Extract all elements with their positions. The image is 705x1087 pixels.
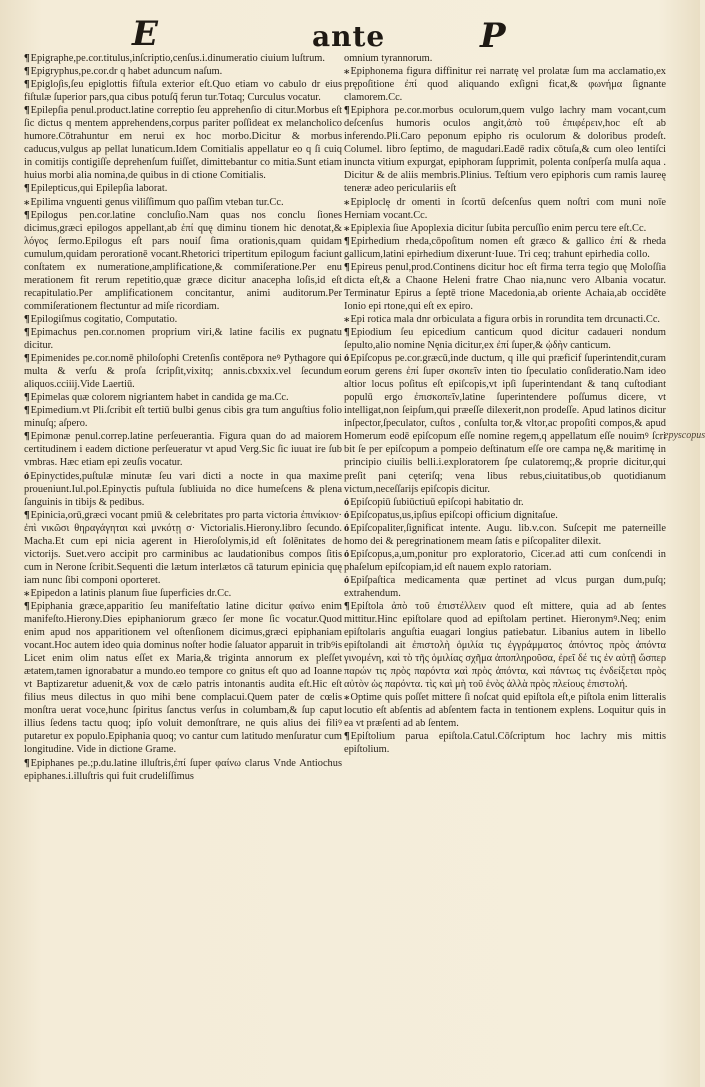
entry-marker: ỏ (24, 470, 30, 482)
dictionary-entry (24, 509, 342, 587)
entry-marker: ⁎ (344, 692, 350, 704)
dictionary-entry (344, 104, 666, 195)
entry-marker: ¶ (24, 209, 30, 221)
entry-marker: ¶ (344, 731, 350, 743)
dictionary-entry (24, 182, 342, 195)
entry-marker: ¶ (344, 235, 350, 247)
entry-marker: ⁎ (24, 587, 30, 599)
entry-text: Epi rotica mala dnr orbiculata a figura orbis in rorundita tem drcunacti.Cc. (350, 313, 661, 325)
entry-text: Epiſcopaliter,ſignificat intente. Augu. lib.v.con. Suſcepit me paterneille homo dei & peregrinationem meam ſatis e piſcopaliter dilexit. (344, 522, 666, 547)
entry-text: Epiſcopiū ſubiūctiuū epiſcopi habitatio dr. (350, 496, 524, 508)
entry-text: Epigraphe,pe.cor.titulus,inſcriptio,cenſus.i.dinumeratio ciuium luſtrum. (30, 53, 325, 64)
entry-text: Epinicia,orū,græci vocant pmiū & celebritates pro parta victoria ἐπινίκιον· ἐπὶ νικῶσι θηραγάγηται καὶ μνκότῃ σ· Victorialis.Hierony.libro ſecundo. Macha.Et cum epi nicia agerent in Hieroſolymis,id eſt ſolēnitates de victorijs. Suet.vero accipit pro carminibus ac laudationibus compos ſitis cum in Nerone ſcribit.Sequenti die lætum interlætos cā taturum epinicia quę iam nunc ſibi componi oporteret. (24, 509, 342, 586)
entry-marker: ⁎ (344, 196, 350, 208)
dictionary-entry (24, 470, 342, 509)
entry-text: Epilima vnguenti genus viliſſimum quo paſſim vteban tur.Cc. (30, 196, 284, 208)
entry-text: Epimachus pen.cor.nomen proprium viri,& latine facilis ex pugnatu dicitur. (24, 326, 342, 352)
entry-text: Epireus penul,prod.Continens dicitur hoc eſt firma terra tegio quę Moloſſia dicta eſt,& a Chaone Heleni fratre Chao nia,nunc vero Albania vocatur. Terminatur Epirus a ſeptē trione Macedonia,ab oriente Achaia,ab occidēte Ionio epi rtone,qui eſt ex epiro. (344, 261, 666, 312)
dictionary-entry (24, 52, 342, 65)
dictionary-entry (24, 430, 342, 469)
entry-marker: ¶ (24, 183, 30, 195)
entry-marker: ⁎ (24, 196, 30, 208)
entry-text: Epilogus pen.cor.latine concluſio.Nam quas nos conclu ſiones dicimus,græci epilogos appellant,ab ἐπί quę diminu tionem hic denotat,& λόγος ſermo.Epilogus eſt pars nouiſ ſima orationis,quam quidam cumulum,quidam perorationē vocant.Rhetorici tripertitum epilogum faciunt conſtatem ex numeratione,amplificatione,& commiſeratione.Per enu merationem fit rerum repetitio,quæ græce dicitur anacepha loſis,id eſt recapitulatio.Per amplificationem concitantur, animi auditorum.Per commiſerationem flectuntur ad miſe ricordiam. (24, 209, 342, 312)
dictionary-entry (24, 404, 342, 430)
dictionary-entry (344, 730, 666, 756)
entry-marker: ⁎ (344, 313, 350, 325)
entry-text: Epiodium ſeu epicedium canticum quod dicitur cadaueri nondum ſepulto,alio nomine Nęnia dicitur,ex ἐπί ſuper,& ᾠδὴν canticum. (344, 326, 666, 352)
entry-text: Epimedium.vt Pli.ſcribit eſt tertiū bulbi genus cibis gra tum anguſtius folio minuſq; aſpero. (24, 405, 342, 430)
entry-marker: ỏ (344, 496, 350, 508)
dictionary-entry (24, 196, 342, 209)
dictionary-entry (24, 391, 342, 404)
entry-text: Epinyctides,puſtulæ minutæ ſeu vari dicti a nocte in qua maxime proueniunt.Iul.pol.Epinyctis puſtula ſubliuida no dice humeſcens & plena ſanguinis in tibijs & pedibus. (24, 470, 342, 508)
entry-text: Epiſcopatus,us,ipſius epiſcopi officium dignitaſue. (350, 509, 558, 521)
entry-text: Epiſcopus pe.cor.græcū,inde ductum, q ille qui præficif ſuperintendit,curam eorum gerens ἐπί ſuper σκοπεῖν inten tio ſpeculatio conſideratio.Nam ideo altior locus poſitus eſt epiſcopis,vt ipſi ſuperintendant & tanq cuſtodiant populū ergo ἐπισκοπεῖν,latine ſuperintendere poſſumus dicere, vt intelligat,non ſeipſum,qui præeſſe dilexerit,non prodeſſe. Apud latinos dicitur inſpector,ſpeculator, cuſtos , conſulta tor,& vltor,ac propoſiti compos,& apud Homerum eodē epiſcopum eſſe nomine regem,q appellatum eſſe nouimꝰ ſcri bit ſe per epiſcopum a pompeio deſtinatum eſſe ore campa nę,& maritimę in principio ciuilis belli.i.exploratorem ſpe culatoremq;,& proprie dicitur,qui preſit pani cęteriſq; vena libus rebus,ciuitatibus,ob quotidianum victum,neceſſarijs epiſcopis dicitur. (344, 353, 666, 495)
dictionary-entry (344, 235, 666, 261)
entry-text: Epiphania græce,apparitio ſeu manifeſtatio latine dicitur φαίνω enim manifeſto.Hierony.Dies epiphaniorum græco ſer mone ſic vocatur.Quod enim apud nos apparitionem vel oſtenſionem dicimus,græci epiphaniam vocant.Hoc autem ideo quia dominus noſter hodie ſaluator apparuit in tribꝰis Licet enim olim natus eſſet ex Maria,& triginta annorum ex pleſſet ætatem,tamen ignorabatur a mundo.eo tempore co gnitus eſt quo ad Ioanne vt Baptizaretur aduenit,& vox de cælo patris intonantis audita eſt.Hic eſt filius meus dilectus in quo mihi bene complacui.Quem pater de cœlis monſtra uerat voce,hunc ſpiritus ſanctus verſus in columbam,& ſup caput illius ſedens tactu quoq; ipſo voluit demonſtrare, ne quis alius dei filiꝰ putaretur ex populo.Epiphania quoq; vo cantur cum latitudo menſuratur cum longitudine. Vide in dictione Grame. (24, 600, 342, 756)
dictionary-entry (344, 196, 666, 222)
dictionary-entry (344, 352, 666, 496)
entry-text: Epiplexia ſiue Apoplexia dicitur ſubita percuſſio enim percu tere eſt.Cc. (350, 222, 647, 234)
dictionary-entry (344, 548, 666, 574)
entry-marker: ¶ (24, 66, 30, 78)
dictionary-entry (344, 509, 666, 522)
entry-marker: ỏ (344, 548, 350, 560)
entry-text: Epiphanes pe.;p.du.latine illuſtris,ἐπί ſuper φαίνω clarus Vnde Antiochus epiphanes.i.illuſtris qui fuit crudeliſſimus (24, 757, 342, 782)
entry-marker: ¶ (24, 392, 30, 404)
entry-text: Epipedon a latinis planum ſiue ſuperficies dr.Cc. (30, 587, 232, 599)
entry-text: Optime quis poſſet mittere ſi noſcat quid epiſtola eſt,e piſtola enim litteralis locutio eſt abſentis ad abſentem facta in tentionem explens. Loquitur quis in ea vt præſenti ad ab ſentem. (344, 692, 666, 730)
entry-marker: ỏ (344, 353, 350, 365)
entry-marker: ⁎ (344, 222, 350, 234)
entry-text: Epilepticus,qui Epilepſia laborat. (30, 183, 168, 195)
dictionary-entry (344, 574, 666, 600)
left-column (24, 52, 342, 783)
right-column (344, 52, 666, 757)
entry-text: Epiſtolium parua epiſtola.Catul.Cōſcriptum hoc lachry mis mittis epiſtolium. (344, 731, 666, 756)
margin-annotation: epyscopus (664, 430, 705, 441)
dictionary-entry (24, 600, 342, 757)
header-left-letter: E (132, 14, 158, 54)
dictionary-entry (24, 313, 342, 326)
entry-text: Epiglo∫is,ſeu epiglottis fiſtula exterior eſt.Quo etiam vo cabulo dr eius fiſtulæ ſuperior pars,qua cibus potuſq̃ ferun tur.Totaq; Curculus vocatur. (24, 79, 342, 104)
dictionary-entry (24, 78, 342, 104)
entry-marker: ¶ (344, 261, 350, 273)
entry-marker: ¶ (24, 105, 30, 117)
entry-text: Epiphora pe.cor.morbus oculorum,quem vulgo lachry mam vocant,cum deſcenſus humoris oculos angit,ἀπὸ τοῦ ἐπιφέρειν,hoc eſt ab inferendo.Pli.Caro peponum epipho ris oculorum & doloribus prodeſt. Columel. libro ſeptimo, de magudari.Eadē radix cōtuſa,& cum oleo lentiſci inuncta vitium expurgat, epiphoram ſupprimit, polenta conſperſa mulſa aqua . Dicitur & de aliis membris.Plinius. Teſtium vero epiphoris cum ramis laureę teneræ adeo periculariis eſt (344, 105, 666, 195)
entry-text: Epilogiſmus cogitatio, Computatio. (30, 313, 178, 325)
entry-marker: ¶ (24, 79, 30, 91)
dictionary-entry (344, 600, 666, 691)
entry-marker: ¶ (24, 509, 30, 521)
dictionary-entry (24, 352, 342, 391)
entry-text: Epimonæ penul.correp.latine perſeuerantia. Figura quan do ad maiorem certitudinem i eadem dictione perſeueratur vt apud Verg.Sic ſic iuuat ire ſub vmbras. Hæc etiam epi zeuſis vocatur. (24, 431, 342, 469)
entry-marker: ¶ (24, 326, 30, 338)
entry-marker: ¶ (344, 105, 350, 117)
dictionary-entry (24, 65, 342, 78)
dictionary-entry (24, 326, 342, 352)
dictionary-entry (344, 222, 666, 235)
entry-marker: ỏ (344, 522, 350, 534)
entry-marker: ¶ (24, 53, 30, 64)
entry-marker: ¶ (24, 405, 30, 417)
entry-marker: ỏ (344, 574, 350, 586)
dictionary-entry (344, 313, 666, 326)
entry-text: Epiſcopus,a,um,ponitur pro exploratorio, Cicer.ad atti cum conſcendi in phaſelum epiſcopiam,id eſt nauem explo ratoriam. (344, 548, 666, 573)
entry-marker: ¶ (24, 431, 30, 443)
dictionary-entry (344, 65, 666, 104)
entry-text: Epimelas quæ colorem nigriantem habet in candida ge ma.Cc. (30, 392, 289, 404)
entry-text: Epimenides pe.cor.nomē philoſophi Cretenſis contēpora neꝰ Pythagore qui multa & verſu & proſa ſcripſit,vixitq; annis.cbxxix.vel ſecundum aliquos.cciiij.Vide Laertiū. (24, 353, 342, 391)
entry-marker: ¶ (24, 757, 30, 769)
dictionary-entry (344, 496, 666, 509)
entry-text: omnium tyrannorum. (344, 53, 433, 64)
entry-marker: ¶ (24, 353, 30, 365)
dictionary-entry (24, 104, 342, 182)
entry-marker: ⁎ (344, 66, 350, 78)
entry-text: Epiſtola ἀπὸ τοῦ ἐπιστέλλειν quod eſt mittere, quia ad ab ſentes mittitur.Hinc epiſtolare quod ad epiſtolam pertinet. Hieronymꝰ.Neq; enim epiſtolaris anguſtia euagari longius patiebatur. Libanius autem in libello epiſtolandi ait ἐπιστολὴ ὁμιλία τις ἐγγράμματος ἀπόντος πρὸς ἀπόντα γινομένη, καὶ τὸ τῆς ὁμιλίας σχῆμα ἀποπληροῦσα, ἐρεῖ δέ τις ἐν αὐτῇ ὥσπερ παρών τις πρὸς παρόντα ϰαὶ πρὸς ἀπόντα, καὶ πάντως τις ἐνδείξεται πρὸς αὐτὸν ὡς παρόντα. τὶς καὶ μὴ τοῦ ἑνὸς ἀλλὰ πρὸς πλείους ἐπιστολή. (344, 600, 666, 691)
entry-marker: ¶ (344, 326, 350, 338)
dictionary-entry (24, 209, 342, 313)
header-right-letter: P (480, 16, 506, 56)
entry-marker: ¶ (344, 600, 350, 612)
dictionary-entry (24, 757, 342, 783)
dictionary-entry (344, 261, 666, 313)
entry-marker: ỏ (344, 509, 350, 521)
entry-text: Epirhedium rheda,cōpoſitum nomen eſt græco & gallico ἐπί & rheda gallicum,latini epirhedium dixerunt·Iuue. Tri ceq; trahunt epirhedia collo. (344, 235, 666, 260)
dictionary-entry (344, 326, 666, 352)
dictionary-entry (344, 691, 666, 730)
entry-marker: ¶ (24, 313, 30, 325)
entry-marker: ¶ (24, 600, 30, 612)
entry-text: Epiphonema figura diffinitur rei narratę vel prolatæ ſum ma acclamatio,ex prępoſitione ἐπί quod aliquando exſigni ficat,& φωνήμα ſignante clamorem.Cc. (344, 66, 666, 104)
entry-text: Epigryphus,pe.cor.dr q habet aduncum naſum. (30, 66, 223, 78)
dictionary-entry (344, 522, 666, 548)
dictionary-entry (24, 587, 342, 600)
entry-text: Epilepſia penul.product.latine correptio ſeu apprehenſio di citur.Morbus eſt ſic dictus q mentem apprehendens,corpus pariter poſſideat ex melancholico humore.Cōtrahuntur em nerui ex hoc morbo.Dicitur & morbus caducus,vulgus ap pellat lunaticum.Idem Comitialis appellatur eo q ſi cuiq in comitijs contigiſſe deprehenſum fuiſſet, dimittebantur co mitia.Sunt etiam huius morbi alia nomina,de quibus in di ctione Comitialis. (24, 105, 342, 182)
header-title: ante (312, 20, 386, 53)
dictionary-entry (344, 52, 666, 65)
entry-text: Epiſpaſtica medicamenta quæ pertinet ad vlcus purgan dum,puſq; extrahendum. (344, 574, 666, 599)
entry-text: Epiploclę dr omenti in ſcortū deſcenſus quem noſtri com muni noīe Herniam vocant.Cc. (344, 196, 666, 221)
